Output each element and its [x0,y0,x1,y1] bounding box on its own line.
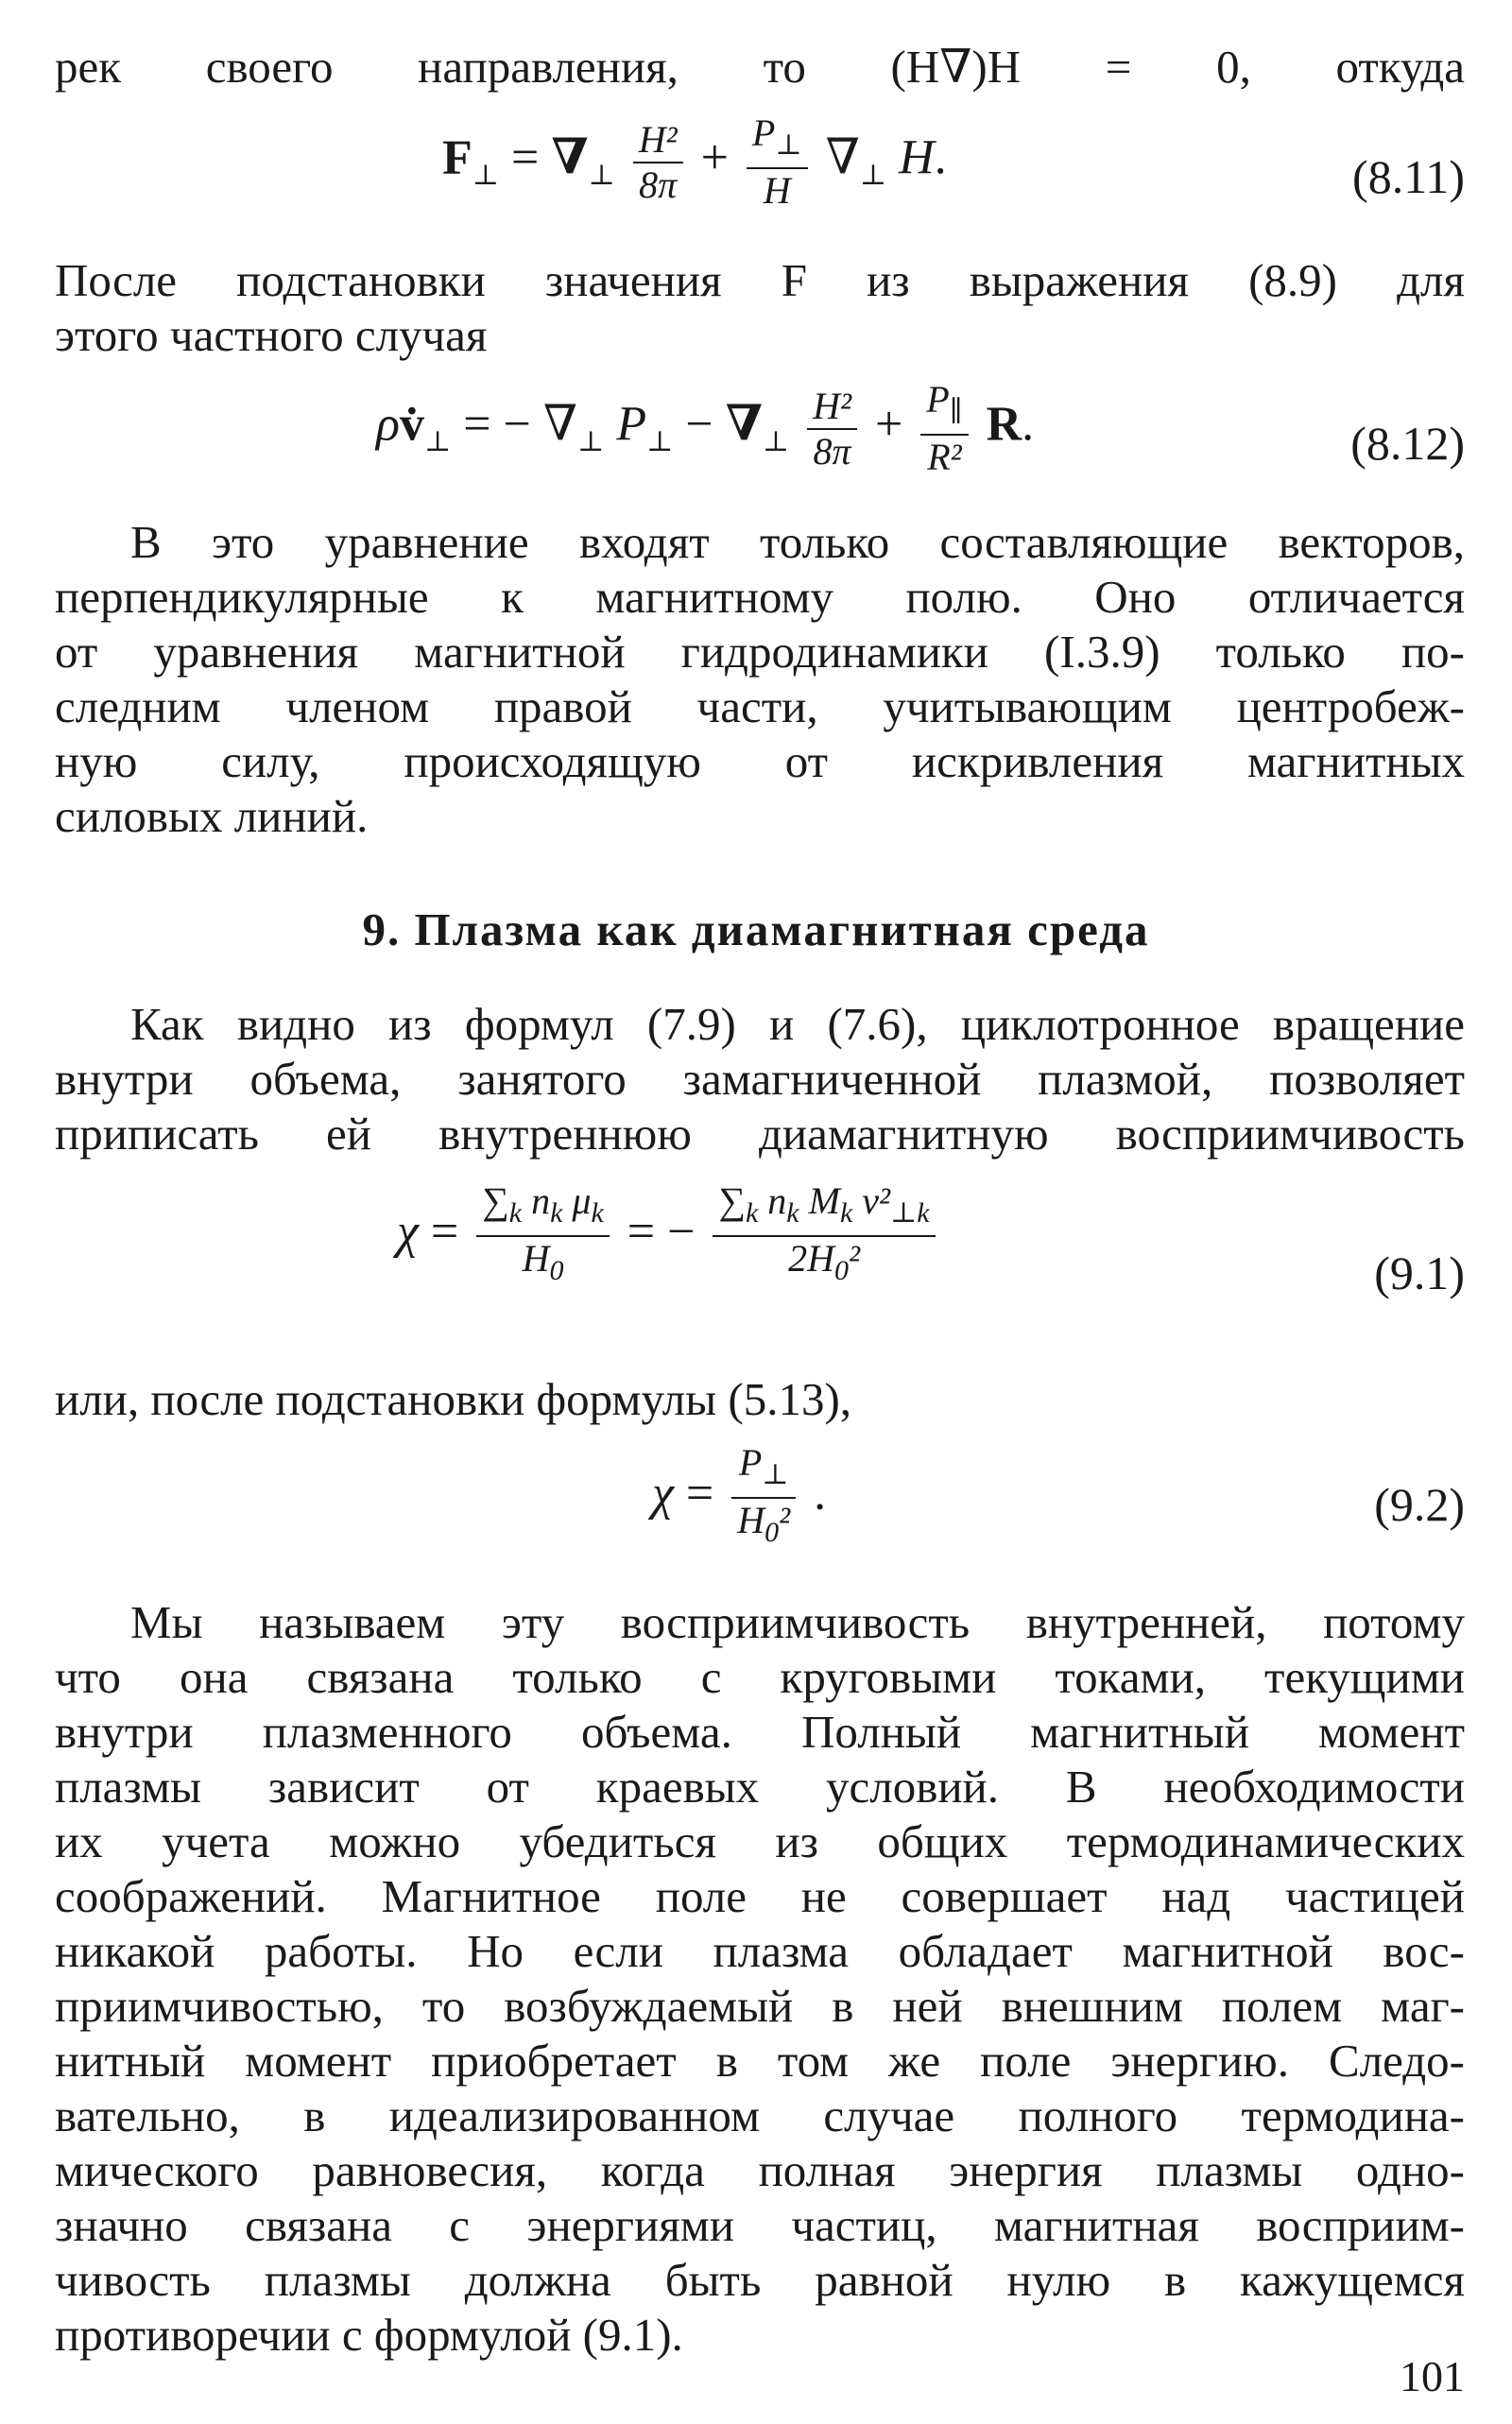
text-line: их учета можно убедиться из общих термодинамических [55,1815,1465,1867]
equation-number: (8.11) [1352,150,1465,203]
text-line: Как видно из формул (7.9) и (7.6), циклотронное вращение [130,998,1465,1050]
text-line: рек своего направления, то (H∇)H = 0, откуда [55,41,1465,93]
equation-number: (9.2) [1374,1478,1465,1531]
text-line: ную силу, происходящую от искривления магнитных [55,735,1465,787]
text-line: никакой работы. Но если плазма обладает магнитной вос- [55,1925,1465,1977]
equation-body: $\rho v̇_\perp$ = − $\nabla_\perp$ $P_\perp - \nabla_\perp$ $\frac{\text{H²}}{8\pi}$ + $\frac{P_\parallel}{\text{R²}}$ R. [376,378,1035,478]
text-line: приимчивостью, то возбуждаемый в ней внешним полем маг- [55,1980,1465,2032]
text-line: вательно, в идеализированном случае полного термодина- [55,2089,1465,2141]
section-heading: 9. Плазма как диамагнитная среда [362,903,1150,955]
text-line: этого частного случая [55,309,488,361]
text-line: что она связана только с круговыми токами, текущими [55,1651,1465,1703]
equation-number: (9.1) [1374,1246,1465,1299]
text-line: силовых линий. [55,790,369,842]
equation-body: $F_\perp = \nabla_\perp$ $\frac{\text{H²}}{8\pi}$ + $\frac{P_\perp}{H}$ $\nabla_\perp$ H. [442,112,947,212]
text-line: внутри плазменного объема. Полный магнитный момент [55,1706,1465,1758]
text-line: перпендикулярные к магнитному полю. Оно отличается [55,571,1465,623]
equation-body: χ = $\frac{P_\perp}{H_0^2}$ . [652,1441,827,1548]
text-line: чивость плазмы должна быть равной нулю в кажущемся [55,2254,1465,2306]
text-line: нитный момент приобретает в том же поле энергию. Следо- [55,2035,1465,2087]
text-line: После подстановки значения F из выражения (8.9) для [55,254,1465,306]
text-line: внутри объема, занятого замагниченной плазмой, позволяет [55,1053,1465,1105]
text-line: приписать ей внутреннюю диамагнитную восприимчивость [55,1108,1465,1160]
text-line: противоречии с формулой (9.1). [55,2309,683,2361]
text-line: следним членом правой части, учитывающим центробеж- [55,680,1465,732]
text-line: значно связана с энергиями частиц, магнитная восприим- [55,2199,1465,2251]
page-number: 101 [1400,2352,1465,2400]
text-line: Мы называем эту восприимчивость внутренней, потому [130,1596,1465,1648]
text-line: или, после подстановки формулы (5.13), [55,1373,852,1425]
text-line: от уравнения магнитной гидродинамики (I.3.9) только по- [55,626,1465,678]
text-line: мического равновесия, когда полная энергия плазмы одно- [55,2144,1465,2196]
equation-body: χ = $\frac{\sum_k n_k \mu_k}{H_0}$ = − $\frac{\sum_k n_k M_k v^2_{\perp k}}{2H_0^2}$ [397,1179,941,1293]
text-line: соображений. Магнитное поле не совершает над частицей [55,1870,1465,1922]
text-line: В это уравнение входят только составляющие векторов, [130,516,1465,568]
text-line: плазмы зависит от краевых условий. В необходимости [55,1761,1465,1813]
equation-number: (8.12) [1350,417,1465,470]
